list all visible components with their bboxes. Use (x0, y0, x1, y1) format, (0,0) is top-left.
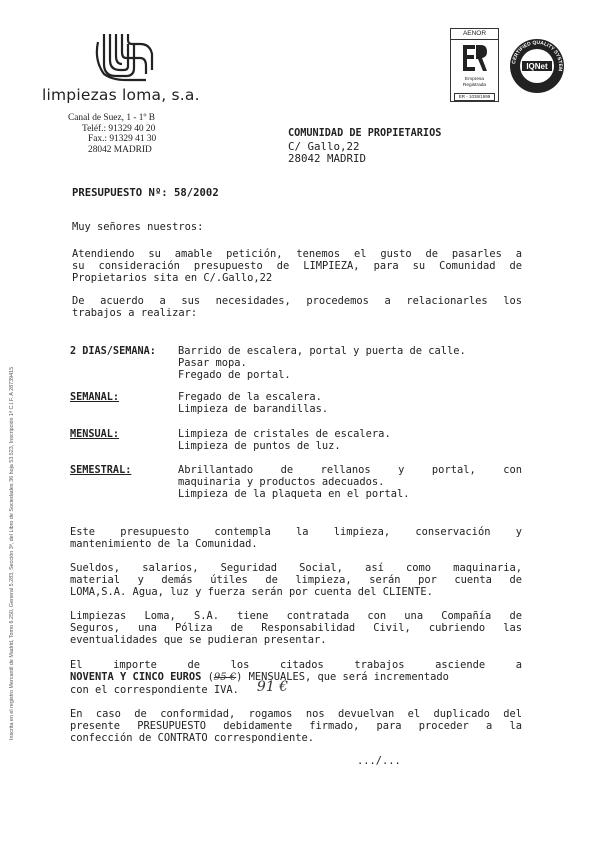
greeting: Muy señores nuestros: (72, 221, 204, 233)
needs-line: De acuerdo a sus necesidades, procedemos a relacionarles los (72, 295, 522, 307)
task-items-2-days (178, 346, 466, 382)
company-logo (90, 30, 160, 82)
aenor-caption-line: Registrada (462, 82, 487, 88)
task-item: Barrido de escalera, portal y puerta de calle. (178, 345, 466, 357)
intro-paragraph (72, 249, 522, 285)
budget-number: PRESUPUESTO Nº: 58/2002 (72, 187, 219, 199)
paragraph-line: En caso de conformidad, rogamos nos devuelvan el duplicado del (70, 708, 522, 720)
task-label-weekly: SEMANAL: (70, 392, 120, 403)
task-item: Limpieza de la plaqueta en el portal. (178, 487, 410, 500)
struck-amount: 95 € (213, 671, 237, 683)
task-item: Limpieza de barandillas. (178, 402, 329, 415)
amount-in-words: NOVENTA Y CINCO EUROS (70, 670, 202, 683)
needs-paragraph (72, 296, 522, 320)
address-line: Teléf.: 91329 40 20 (82, 123, 156, 134)
recipient-address (288, 128, 441, 166)
task-item: Limpieza de puntos de luz. (178, 439, 341, 452)
company-name: limpiezas loma, s.a. (42, 86, 200, 104)
task-items-weekly (178, 392, 328, 416)
address-line: 28042 MADRID (88, 144, 152, 155)
iqnet-label: IQNet (526, 62, 548, 71)
task-item: Pasar mopa. (178, 356, 247, 369)
task-item: Abrillantado de rellanos y portal, con (178, 464, 522, 476)
company-address (68, 113, 174, 155)
handwritten-amount: 91 € (256, 678, 289, 695)
task-items-semiannual (178, 465, 522, 501)
legal-registration-text: Inscrita en el registro Mercantil de Madrid, Tomo 6.250, General 5.283, Sección 3ª, del Libro de Sociedades 36 hoja 53.523, Inscripción 1ª C.I.F. A 28739415 (9, 366, 15, 740)
aenor-caption (451, 77, 498, 88)
paragraph-line: material y demás útiles de limpieza, serán por cuenta de (70, 573, 522, 586)
task-item: Fregado de portal. (178, 368, 291, 381)
paragraph-line: Este presupuesto contempla la limpieza, conservación y (70, 526, 522, 538)
paragraph-line: El importe de los citados trabajos asciende a (70, 659, 522, 671)
task-item: Fregado de la escalera. (178, 391, 322, 403)
iqnet-certification-seal (508, 37, 566, 95)
amount-vat-line (70, 678, 522, 697)
task-items-monthly (178, 429, 391, 453)
aenor-certification-badge (450, 28, 499, 102)
iqnet-ring-text: CERTIFIED QUALITY SYSTEM (511, 39, 564, 72)
paragraph-insurance (70, 611, 522, 647)
paragraph-line: Sueldos, salarios, Seguridad Social, así como maquinaria, (70, 562, 522, 574)
paragraph-line: Seguros, una Póliza de Responsabilidad Civil, cubriendo las (70, 621, 522, 634)
legal-sidebar (0, 302, 15, 742)
paragraph-costs (70, 563, 522, 599)
task-label-semiannual: SEMESTRAL: (70, 465, 132, 476)
address-line: Canal de Suez, 1 - 1º B (68, 113, 156, 123)
paragraph-line: mantenimiento de la Comunidad. (70, 537, 258, 550)
paragraph-line: LOMA,S.A. Agua, luz y fuerza serán por cuenta del CLIENTE. (70, 585, 433, 598)
paragraph-line: confección de CONTRATO correspondiente. (70, 731, 314, 744)
er-mark-icon (461, 43, 488, 73)
needs-line: trabajos a realizar: (72, 306, 198, 319)
recipient-title: COMUNIDAD DE PROPIETARIOS (288, 128, 442, 139)
aenor-caption-line: Empresa (464, 77, 485, 82)
recipient-city: 28042 MADRID (288, 152, 367, 165)
address-line: Fax.: 91329 41 30 (88, 134, 157, 144)
paragraph-line: presente PRESUPUESTO debidamente firmado, para proceder a la (70, 719, 522, 732)
intro-line: su consideración presupuesto de LIMPIEZA, para su Comunidad de (72, 259, 522, 272)
intro-line: Propietarios sita en C/.Gallo,22 (72, 271, 273, 284)
paragraph-scope (70, 527, 522, 551)
amount-line: NOVENTA Y CINCO EUROS (95 €) MENSUALES, que será incrementado (70, 670, 449, 683)
aenor-label: AENOR (451, 29, 498, 40)
paragraph-line: Limpiezas Loma, S.A. tiene contratada con una Compañía de (70, 610, 522, 622)
paragraph-conformity (70, 709, 522, 745)
amount-suffix: ) MENSUALES, que será incrementado (236, 670, 449, 683)
aenor-code: ER - 1038/1999 (454, 93, 495, 101)
recipient-street: C/ Gallo,22 (288, 139, 360, 153)
intro-line: Atendiendo su amable petición, tenemos el gusto de pasarles a (72, 248, 522, 260)
task-item: Limpieza de cristales de escalera. (178, 428, 391, 440)
vat-text: con el correspondiente IVA. (70, 683, 239, 696)
task-label-monthly: MENSUAL: (70, 429, 120, 440)
task-item: maquinaria y productos adecuados. (178, 475, 385, 488)
continuation-mark: .../... (357, 755, 401, 767)
paragraph-line: eventualidades que se pudieran presentar. (70, 633, 327, 646)
task-label-2-days: 2 DIAS/SEMANA: (70, 346, 156, 357)
paragraph-amount (70, 660, 522, 697)
